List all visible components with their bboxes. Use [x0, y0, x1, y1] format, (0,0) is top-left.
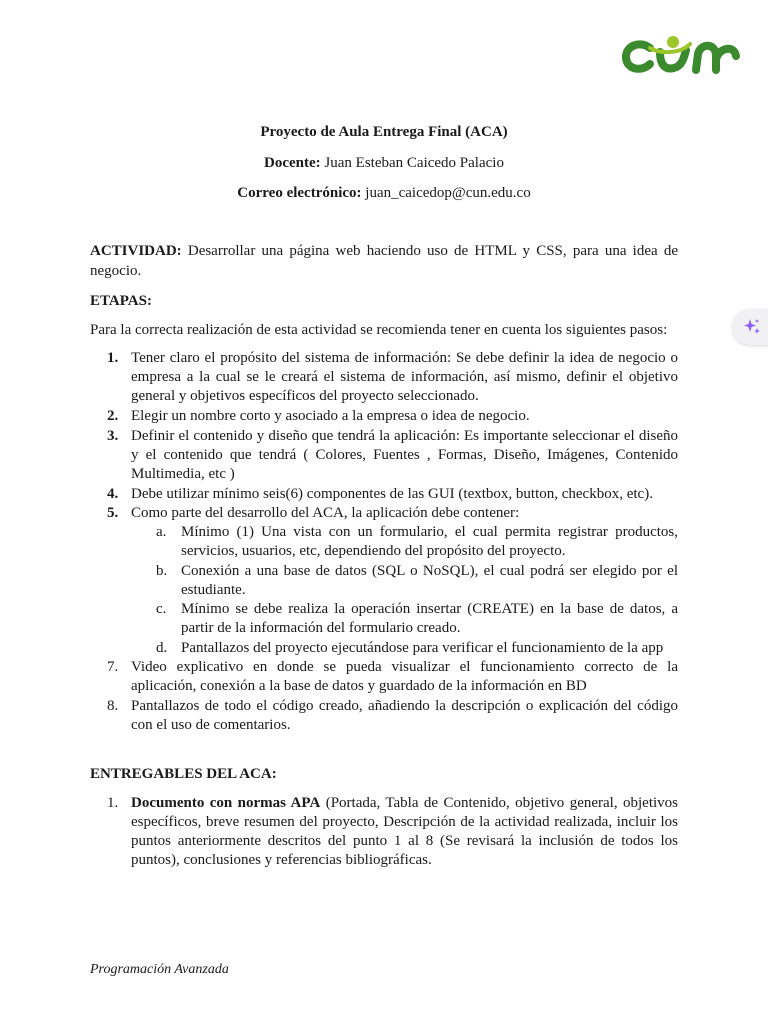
list-item: [107, 504, 678, 523]
entregables-item: [107, 794, 678, 870]
sub-list-item-text: Conexión a una base de datos (SQL o NoSQL), el cual podrá ser elegido por el estudiante.: [181, 563, 678, 598]
sub-list-item: [156, 600, 678, 638]
list-item-text: Pantallazos de todo el código creado, añadiendo la descripción o explicación del código con el uso de comentarios.: [131, 698, 678, 733]
footer-text: Programación Avanzada: [90, 962, 229, 977]
list-item-number: 3.: [107, 428, 119, 444]
sub-list-item-letter: a.: [156, 524, 167, 540]
correo-label: Correo electrónico:: [237, 185, 362, 201]
sub-list-item: [156, 639, 678, 658]
sub-list-item-text: Mínimo se debe realiza la operación insertar (CREATE) en la base de datos, a partir de la información del formulario creado.: [181, 601, 678, 636]
list-item-text: Video explicativo en donde se pueda visualizar el funcionamiento correcto de la aplicación, conexión a la base de datos y guardado de la información en BD: [131, 659, 678, 694]
actividad-text: Desarrollar una página web haciendo uso de HTML y CSS, para una idea de negocio.: [90, 243, 678, 279]
docente-label: Docente:: [264, 155, 321, 171]
entregables-item-text: [131, 794, 678, 870]
docente-value: Juan Esteban Caicedo Palacio: [324, 155, 504, 171]
ai-assistant-button[interactable]: [732, 309, 768, 345]
list-item-text: Elegir un nombre corto y asociado a la empresa o idea de negocio.: [131, 408, 530, 424]
correo-value: juan_caicedop@cun.edu.co: [365, 185, 531, 201]
sub-list-item-letter: b.: [156, 563, 168, 579]
list-item-number: 5.: [107, 505, 119, 521]
list-item-number: 8.: [107, 698, 119, 714]
list-item-text: Como parte del desarrollo del ACA, la aplicación debe contener:: [131, 505, 520, 521]
etapas-intro: Para la correcta realización de esta actividad se recomienda tener en cuenta los siguientes pasos:: [90, 322, 668, 338]
sub-list-item-text: Pantallazos del proyecto ejecutándose para verificar el funcionamiento de la app: [181, 640, 664, 656]
sub-list-item-letter: d.: [156, 640, 168, 656]
sub-list-item: [156, 562, 678, 600]
actividad-label: ACTIVIDAD:: [90, 243, 182, 259]
list-item: [107, 697, 678, 735]
document-title: Proyecto de Aula Entrega Final (ACA): [260, 124, 508, 140]
entregables-item-bold: Documento con normas APA: [131, 795, 321, 811]
docente-line: [0, 153, 768, 173]
list-item-number: 2.: [107, 408, 119, 424]
etapas-heading: ETAPAS:: [90, 293, 152, 309]
cun-logo: [620, 30, 742, 74]
list-item-text: Tener claro el propósito del sistema de información: Se debe definir la idea de negocio o empresa a la cual se le creará el sistema de información, así mismo, definir el objetivo general y objetivos específicos del proyecto seleccionado.: [131, 350, 678, 404]
list-item-number: 1.: [107, 795, 119, 811]
correo-line: [0, 183, 768, 203]
list-item-text: Debe utilizar mínimo seis(6) componentes de las GUI (textbox, button, checkbox, etc).: [131, 486, 653, 502]
list-item: [107, 349, 678, 406]
list-item-number: 7.: [107, 659, 119, 675]
entregables-heading: ENTREGABLES DEL ACA:: [90, 766, 277, 782]
sub-list-item: [156, 523, 678, 561]
sub-list-item-text: Mínimo (1) Una vista con un formulario, el cual permita registrar productos, servicios, usuarios, etc, dependiendo del propósito del proyecto.: [181, 524, 678, 559]
actividad-paragraph: [90, 241, 678, 281]
sub-list-item-letter: c.: [156, 601, 167, 617]
list-item: [107, 407, 678, 426]
list-item: [107, 427, 678, 484]
list-item-number: 4.: [107, 486, 119, 502]
entregables-item-body: (Portada, Tabla de Contenido, objetivo general, objetivos específicos, breve resumen del proyecto, Descripción de la actividad realizada, incluir los puntos anteriormente descritos del punto 1 al 8 (Se revisará la inclusión de todos los puntos), conclusiones y referencias bibliográficas.: [131, 795, 679, 868]
list-item: [107, 658, 678, 696]
sparkle-icon: [742, 317, 762, 337]
list-item-text: Definir el contenido y diseño que tendrá la aplicación: Es importante seleccionar el diseño y el contenido que tendrá ( Colores, Fuentes , Formas, Diseño, Imágenes, Contenido Multimedia, etc ): [131, 428, 678, 482]
list-item-number: 1.: [107, 350, 119, 366]
list-item: [107, 485, 678, 504]
